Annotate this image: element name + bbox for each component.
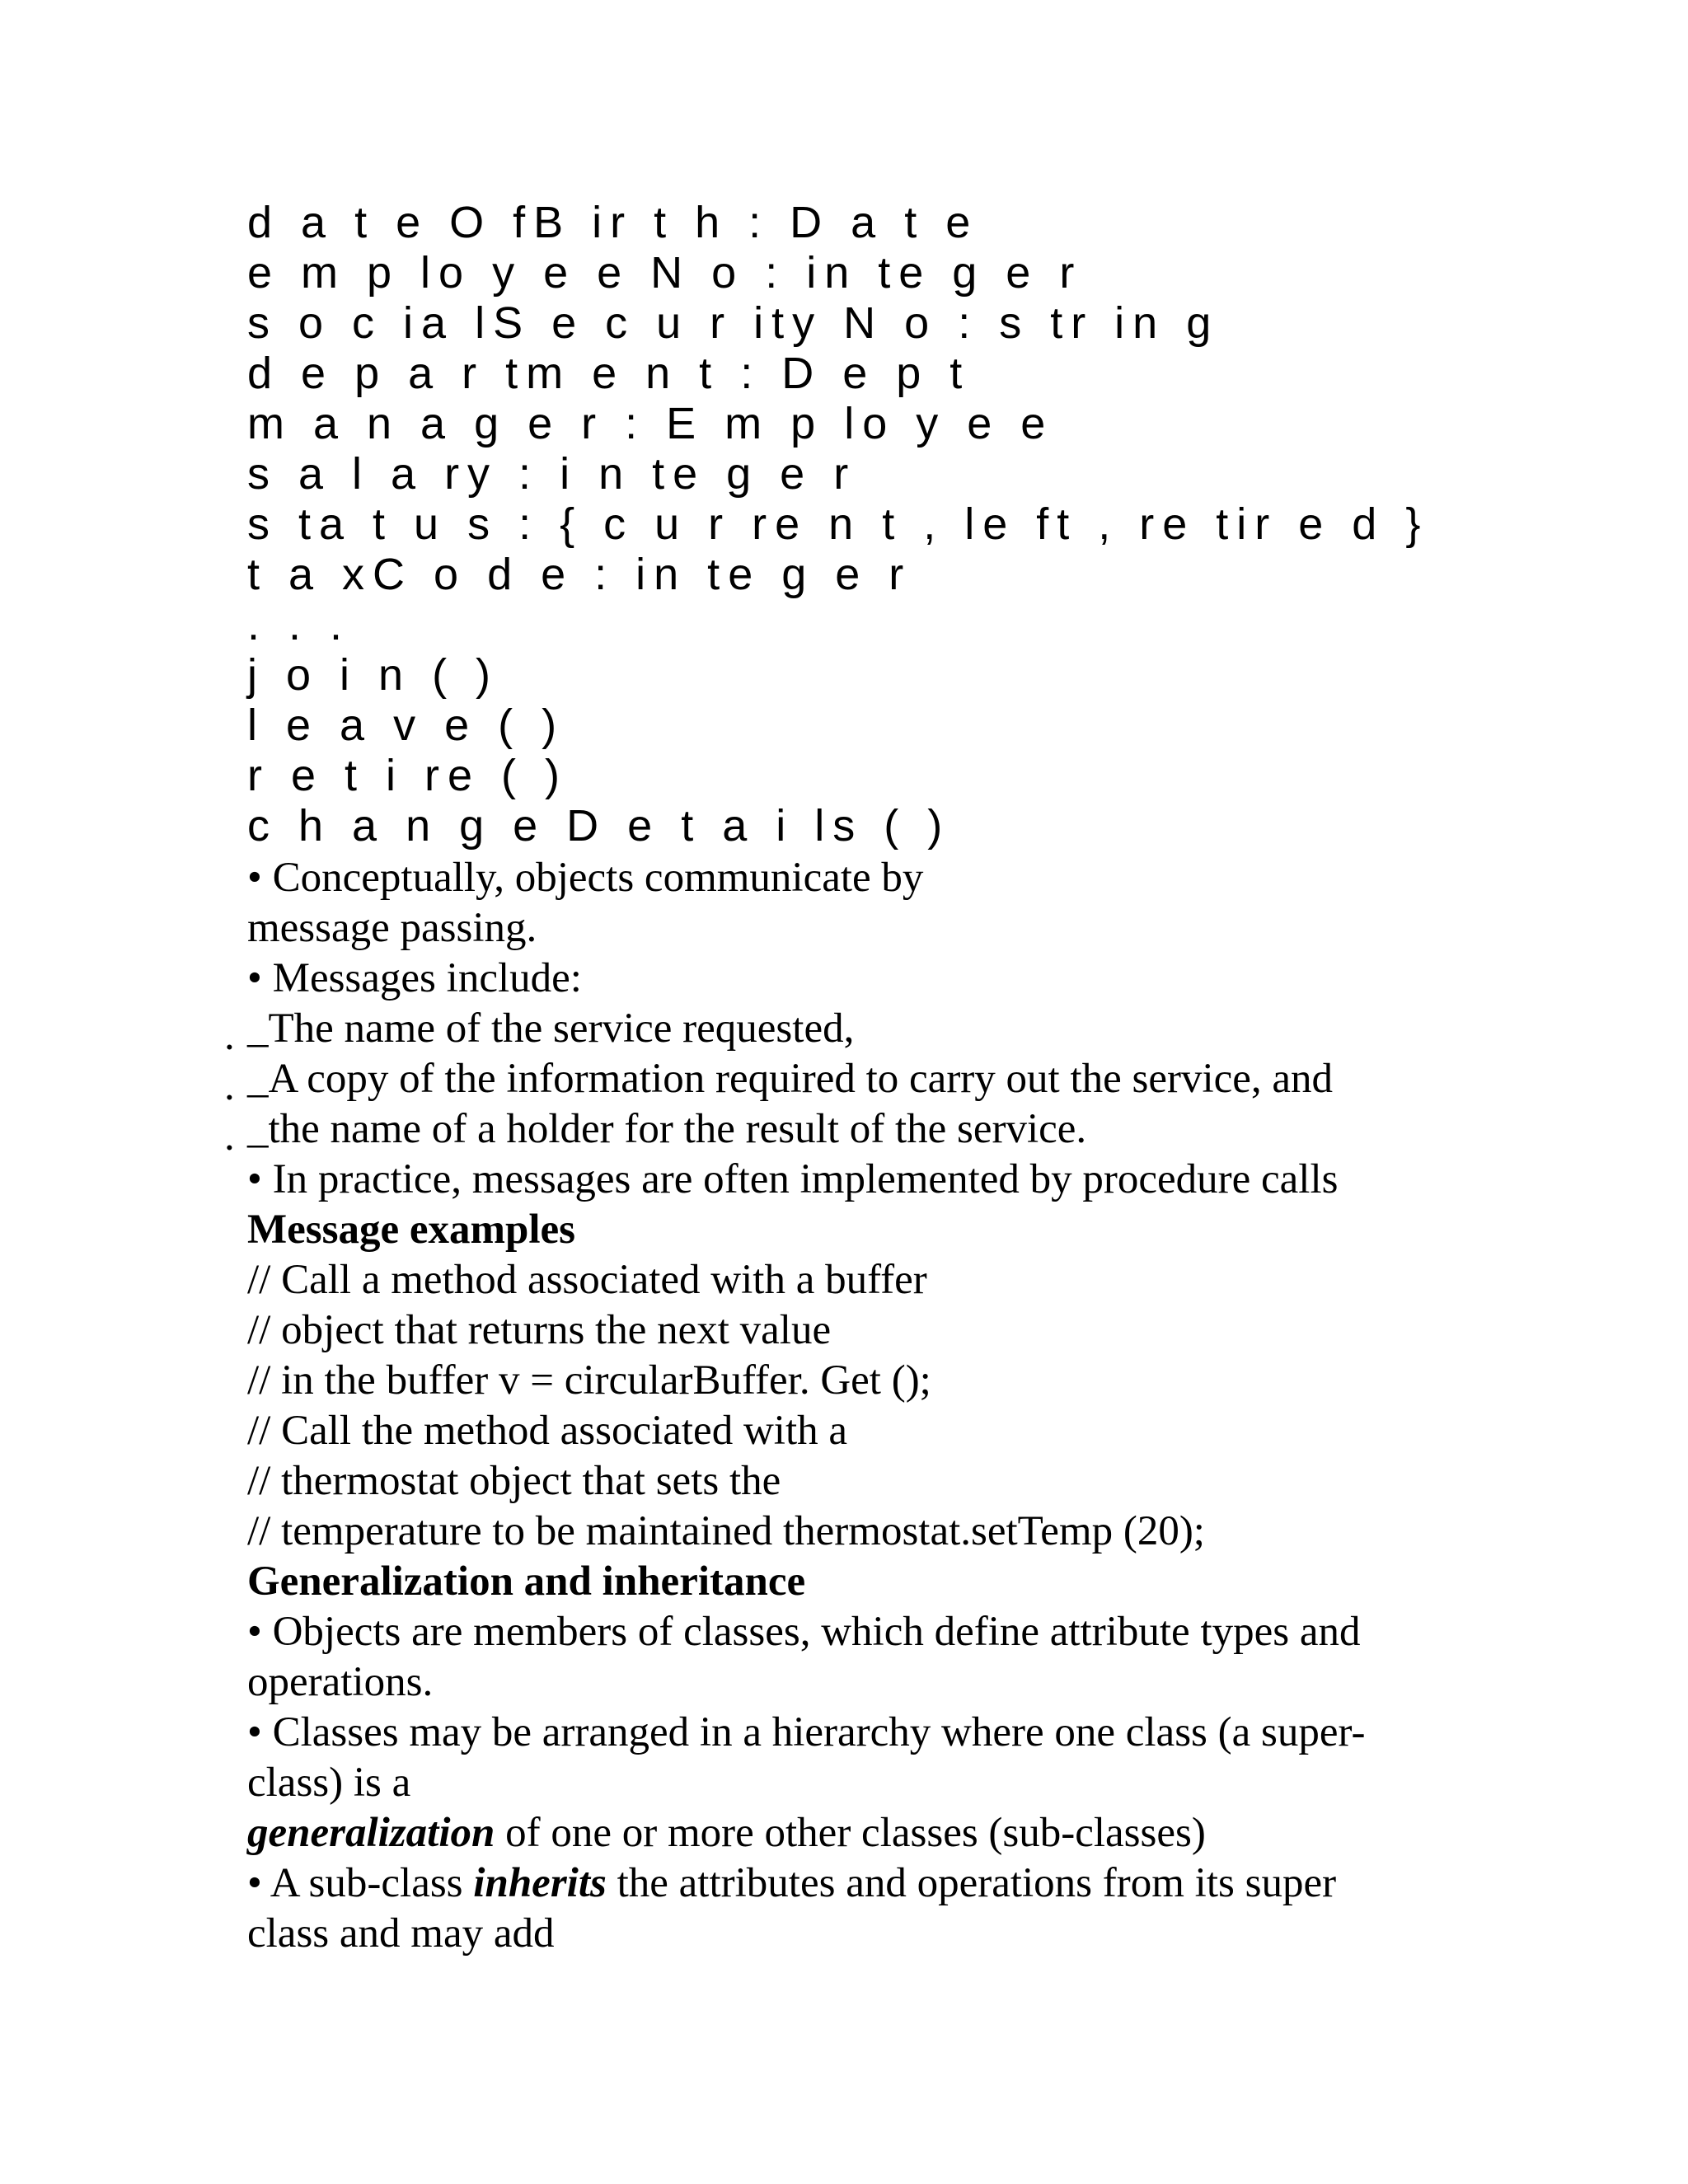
operation-leave: l e a v e ( ) bbox=[247, 701, 565, 750]
bullet-subclass-inherits bbox=[247, 1860, 1337, 1906]
attribute-date-of-birth: d a t e O fB ir t h : D a t e bbox=[247, 198, 979, 247]
bullet-conceptually: • Conceptually, objects communicate by bbox=[247, 855, 924, 901]
operation-change-details: c h a n g e D e t a i ls ( ) bbox=[247, 801, 951, 851]
text-class-may-add: class and may add bbox=[247, 1910, 555, 1957]
text-subclass-start: • A sub-class bbox=[247, 1860, 474, 1906]
attribute-status: s ta t u s : { c u r re n t , le ft , re tir e d } bbox=[247, 499, 1429, 549]
operation-retire: r e t i re ( ) bbox=[247, 751, 569, 800]
text-generalization-rest: of one or more other classes (sub-classes) bbox=[495, 1810, 1206, 1856]
text-class-is-a: class) is a bbox=[247, 1760, 411, 1806]
code-comment-line: // temperature to be maintained thermostat.setTemp (20); bbox=[247, 1508, 1205, 1554]
sub-bullet-marker: . bbox=[224, 1113, 235, 1160]
attribute-department: d e p a r tm e n t : D e p t bbox=[247, 349, 971, 398]
sub-bullet-marker: . bbox=[224, 1063, 235, 1109]
code-comment-line: // Call a method associated with a buffer bbox=[247, 1257, 927, 1303]
emphasis-inherits: inherits bbox=[473, 1860, 607, 1906]
text-operations: operations. bbox=[247, 1659, 434, 1705]
code-comment-line: // thermostat object that sets the bbox=[247, 1458, 781, 1504]
operation-join: j o i n ( ) bbox=[247, 650, 499, 700]
code-comment-line: // Call the method associated with a bbox=[247, 1408, 847, 1454]
code-comment-line: // object that returns the next value bbox=[247, 1307, 832, 1353]
sub-item-service-name: _The name of the service requested, bbox=[247, 1005, 855, 1052]
attribute-salary: s a l a ry : i n te g e r bbox=[247, 449, 857, 499]
sub-item-information-copy: _A copy of the information required to carry out the service, and bbox=[247, 1056, 1334, 1102]
bullet-classes-hierarchy: • Classes may be arranged in a hierarchy where one class (a super- bbox=[247, 1709, 1366, 1755]
bullet-messages-include: • Messages include: bbox=[247, 955, 582, 1001]
attribute-ellipsis: . . . bbox=[247, 600, 351, 649]
text-message-passing: message passing. bbox=[247, 905, 537, 951]
emphasis-generalization: generalization bbox=[247, 1810, 495, 1856]
text-generalization-line bbox=[247, 1812, 1206, 1854]
attribute-employee-no: e m p lo y e e N o : in te g e r bbox=[247, 248, 1083, 298]
bullet-objects-members: • Objects are members of classes, which define attribute types and bbox=[247, 1609, 1361, 1655]
heading-message-examples: Message examples bbox=[247, 1207, 575, 1253]
heading-generalization: Generalization and inheritance bbox=[247, 1558, 806, 1605]
sub-item-result-holder: _the name of a holder for the result of the service. bbox=[247, 1106, 1087, 1152]
attribute-tax-code: t a xC o d e : in te g e r bbox=[247, 550, 912, 599]
bullet-in-practice: • In practice, messages are often implemented by procedure calls bbox=[247, 1156, 1339, 1202]
attribute-manager: m a n a g e r : E m p lo y e e bbox=[247, 399, 1054, 448]
sub-bullet-marker: . bbox=[224, 1013, 235, 1059]
text-subclass-rest: the attributes and operations from its super bbox=[606, 1860, 1337, 1906]
attribute-social-security-no: s o c ia lS e c u r ity N o : s tr in g bbox=[247, 298, 1220, 348]
code-comment-line: // in the buffer v = circularBuffer. Get (); bbox=[247, 1357, 931, 1404]
